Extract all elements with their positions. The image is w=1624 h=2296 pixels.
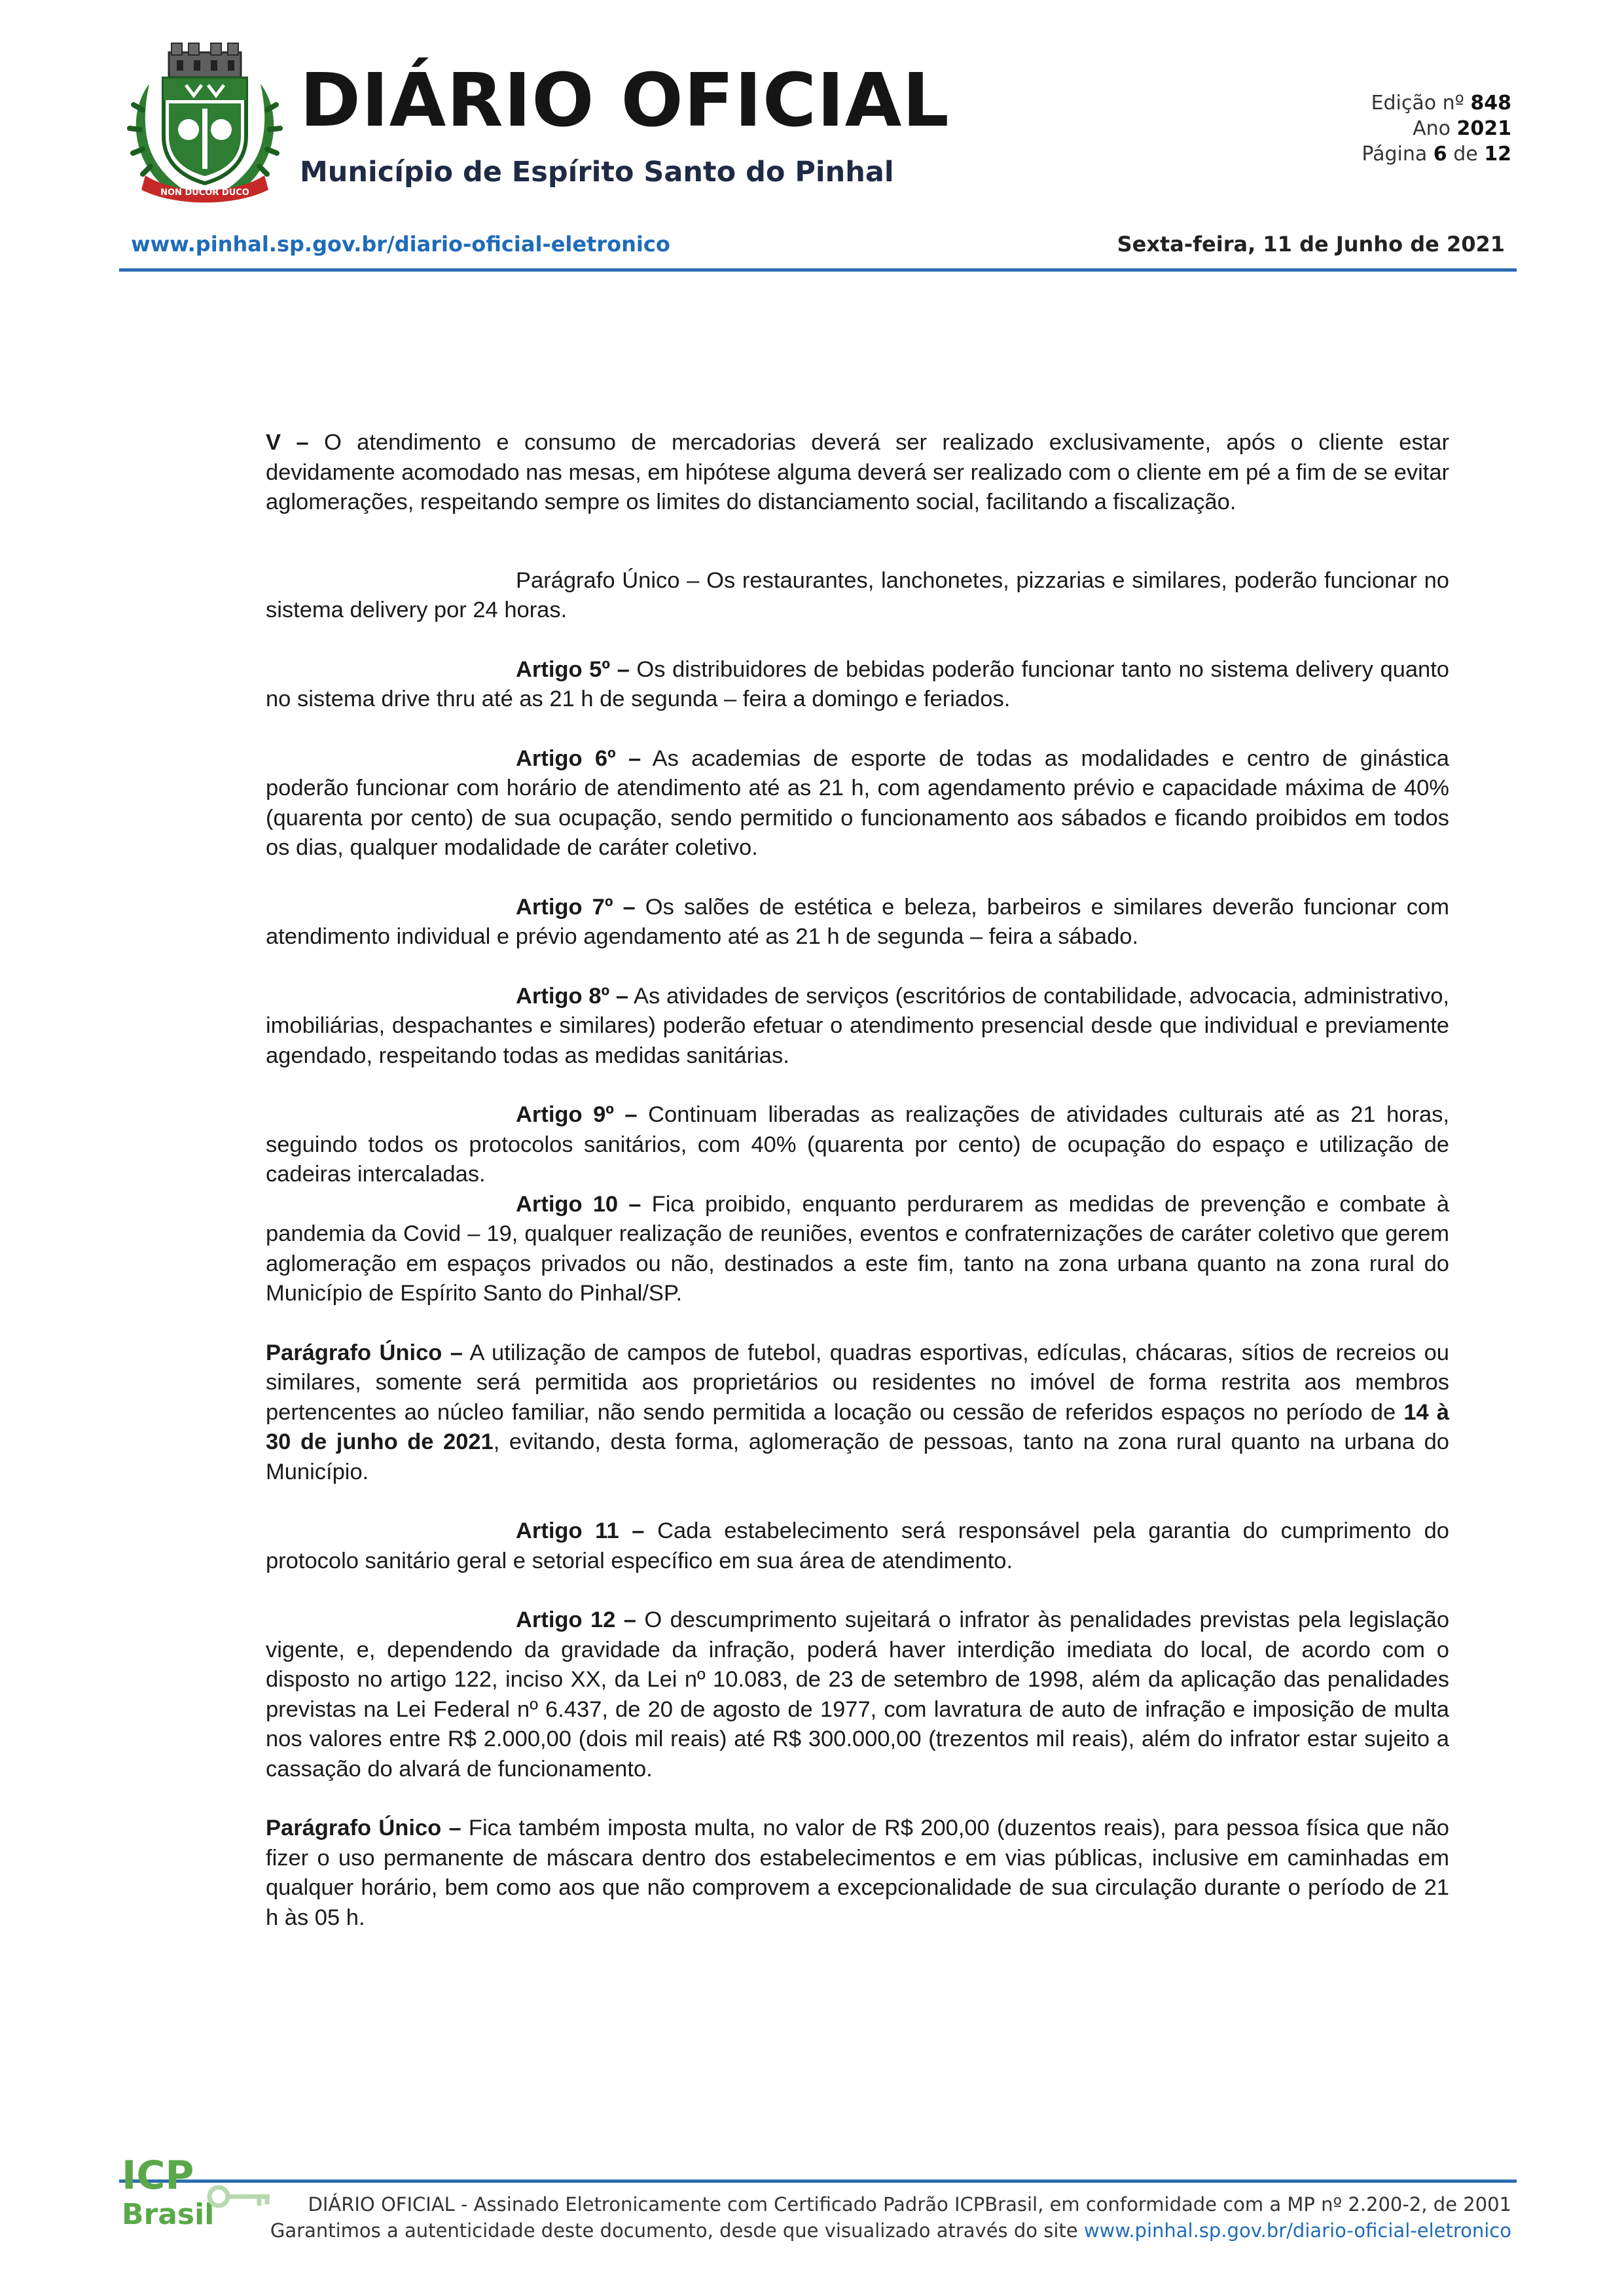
- edition-number: 848: [1470, 92, 1511, 115]
- year-line: [1362, 116, 1511, 141]
- page-header: [0, 0, 1624, 281]
- paragraph-unico-campos: [266, 1338, 1449, 1488]
- paragraph-unico-mascara: [266, 1814, 1449, 1933]
- footer-certification: [270, 2191, 1511, 2244]
- article-12-text: O descumprimento sujeitará o infrator às penalidades previstas pela legislação vigente, e, dependendo da gravidade da infração, poderá haver interdição imediata do local, de acordo com o disposto no artigo 122, inciso XX, da Lei nº 10.083, de 23 de setembro de 1998, além da aplicação das penalidades previstas na Lei Federal nº 6.437, de 20 de agosto de 1977, com lavratura de auto de infração e imposição de multa nos valores entre R$ 2.000,00 (dois mil reais) até R$ 300.000,00 (trezentos mil reais), além do infrator estar sujeito a cassação do alvará de funcionamento.: [266, 1607, 1450, 1782]
- publication-date: Sexta-feira, 11 de Junho de 2021: [1117, 232, 1505, 257]
- footer-website-link[interactable]: www.pinhal.sp.gov.br/diario-oficial-eletronico: [1083, 2219, 1511, 2242]
- paragraph-unico-restaurantes: Parágrafo Único – Os restaurantes, lanchonetes, pizzarias e similares, poderão funcionar no sistema delivery por 24 horas.: [266, 567, 1449, 622]
- page-line: [1362, 141, 1511, 167]
- year-label: Ano: [1413, 117, 1451, 140]
- page-label: Página: [1362, 143, 1428, 166]
- article-9: [266, 1100, 1449, 1190]
- page-of-label: de: [1453, 143, 1478, 166]
- article-7-label: Artigo 7º –: [516, 894, 636, 920]
- article-11-text: Cada estabelecimento será responsável pela garantia do cumprimento do protocolo sanitário geral e setorial específico em sua área de atendimento.: [266, 1518, 1449, 1573]
- page-total: 12: [1484, 143, 1511, 166]
- website-link[interactable]: www.pinhal.sp.gov.br/diario-oficial-eletronico: [131, 232, 670, 257]
- edition-line: [1362, 90, 1511, 116]
- paragraph-inciso-v: [266, 428, 1449, 518]
- article-8-text: As atividades de serviços (escritórios de contabilidade, advocacia, administrativo, imobiliárias, despachantes e similares) poderão efetuar o atendimento presencial desde que individual e previamente agendado, respeitando todas as medidas sanitárias.: [266, 983, 1449, 1068]
- brasil-logo-text: Brasil: [122, 2198, 215, 2231]
- article-5-text: Os distribuidores de bebidas poderão funcionar tanto no sistema delivery quanto no sistema drive thru até as 21 h de segunda – feira a domingo e feriados.: [266, 656, 1449, 711]
- article-6-label: Artigo 6º –: [516, 745, 641, 771]
- inciso-label: V –: [266, 430, 309, 455]
- key-icon: [209, 2187, 270, 2206]
- article-9-text: Continuam liberadas as realizações de atividades culturais até as 21 horas, seguindo todos os protocolos sanitários, com 40% (quarenta por cento) de ocupação do espaço e utilização de cadeiras intercaladas.: [266, 1102, 1449, 1187]
- document-body: [266, 428, 1449, 1933]
- article-7: [266, 893, 1449, 952]
- article-8-label: Artigo 8º –: [516, 983, 629, 1009]
- paragraph-unico-1-period: 14 à 30 de junho de 2021: [266, 1399, 1449, 1454]
- article-11-label: Artigo 11 –: [516, 1518, 645, 1543]
- year-value: 2021: [1456, 117, 1511, 140]
- article-10-text: Fica proibido, enquanto perdurarem as medidas de prevenção e combate à pandemia da Covid – 19, qualquer realização de reuniões, eventos e confraternizações de caráter coletivo que gerem aglomeração em espaços privados ou não, destinados a este fim, tanto na zona urbana quanto na zona rural do Município de Espírito Santo do Pinhal/SP.: [266, 1191, 1450, 1306]
- municipality-name: Município de Espírito Santo do Pinhal: [300, 156, 894, 188]
- edition-info: [1362, 90, 1511, 167]
- article-10-label: Artigo 10 –: [516, 1191, 641, 1217]
- footer-line-2: [270, 2217, 1511, 2244]
- municipal-crest-logo: [123, 38, 287, 207]
- paragraph-unico-2-text: Fica também imposta multa, no valor de R$ 200,00 (duzentos reais), para pessoa física que não fizer o uso permanente de máscara dentro dos estabelecimentos e em vias públicas, inclusive em caminhadas em qualquer horário, bem como aos que não comprovem a excepcionalidade de sua circulação durante o período de 21 h às 05 h.: [266, 1816, 1449, 1930]
- article-12: [266, 1605, 1449, 1784]
- edition-label: Edição nº: [1371, 92, 1464, 115]
- footer-divider: [119, 2179, 1517, 2183]
- publication-title: DIÁRIO OFICIAL: [300, 58, 950, 143]
- article-11: [266, 1516, 1449, 1576]
- footer-line-2-prefix: Garantimos a autenticidade deste documento, desde que visualizado através do site: [270, 2219, 1084, 2242]
- paragraph-unico-2-label: Parágrafo Único –: [266, 1816, 461, 1840]
- footer-line-1: DIÁRIO OFICIAL - Assinado Eletronicamente com Certificado Padrão ICPBrasil, em conformidade com a MP nº 2.200-2, de 2001: [308, 2193, 1511, 2215]
- paragraph-unico-1-label: Parágrafo Único –: [266, 1340, 463, 1365]
- article-12-label: Artigo 12 –: [516, 1607, 636, 1632]
- page-number: 6: [1433, 143, 1447, 166]
- article-5-label: Artigo 5º –: [516, 656, 630, 682]
- article-6-text: As academias de esporte de todas as modalidades e centro de ginástica poderão funcionar com horário de atendimento até as 21 h, com agendamento prévio e capacidade máxima de 40% (quarenta por cento) de sua ocupação, sendo permitido o funcionamento aos sábados e ficando proibidos em todos os dias, qualquer modalidade de caráter coletivo.: [266, 745, 1449, 860]
- article-7-text: Os salões de estética e beleza, barbeiros e similares deverão funcionar com atendimento individual e prévio agendamento até as 21 h de segunda – feira a sábado.: [266, 894, 1449, 949]
- article-6: [266, 744, 1449, 863]
- article-5: [266, 655, 1449, 715]
- header-divider: [119, 268, 1517, 272]
- icp-logo-text: ICP: [122, 2153, 194, 2198]
- inciso-text: O atendimento e consumo de mercadorias deverá ser realizado exclusivamente, após o cliente estar devidamente acomodado nas mesas, em hipótese alguma deverá ser realizado com o cliente em pé a fim de se evitar aglomerações, respeitando sempre os limites do distanciamento social, facilitando a fiscalização.: [266, 430, 1449, 514]
- article-9-label: Artigo 9º –: [516, 1102, 638, 1127]
- article-10: [266, 1190, 1449, 1309]
- icp-brasil-logo: [119, 2147, 276, 2232]
- paragraph-unico-1-text-b: , evitando, desta forma, aglomeração de pessoas, tanto na zona rural quanto na urbana do Município.: [266, 1429, 1449, 1484]
- paragraph-unico-1-text-a: A utilização de campos de futebol, quadras esportivas, edículas, chácaras, sítios de recreios ou similares, somente será permitida aos proprietários ou residentes no imóvel de forma restrita aos membros pertencentes ao núcleo familiar, não sendo permitida a locação ou cessão de referidos espaços no período de: [266, 1340, 1449, 1425]
- article-8: [266, 982, 1449, 1071]
- crest-motto: NON DUCOR DUCO: [160, 188, 249, 198]
